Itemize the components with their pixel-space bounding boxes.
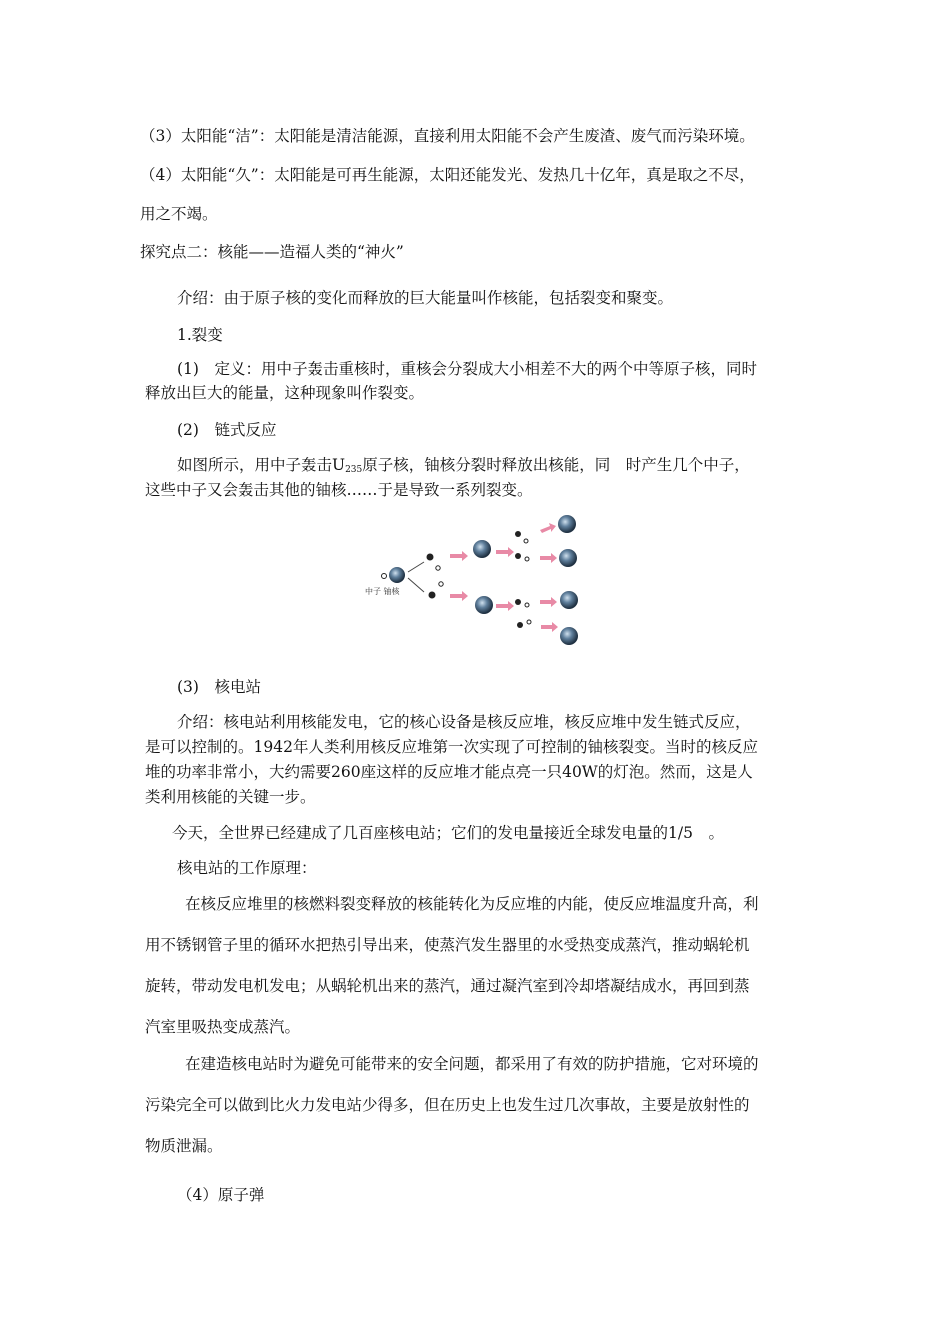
para-chain-reaction-cont: 这些中子又会轰击其他的铀核……于是导致一系列裂变。 xyxy=(145,481,533,499)
chain-reaction-diagram xyxy=(362,512,592,652)
para-plant-intro-cont2: 堆的功率非常小，大约需要260座这样的反应堆才能点亮一只40W的灯泡。然而，这是人 xyxy=(145,763,753,781)
neutron-icon xyxy=(382,574,387,579)
para-principle-cont2: 旋转，带动发电机发电；从蜗轮机出来的蒸汽，通过凝汽室到冷却塔凝结成水，再回到蒸 xyxy=(145,977,750,995)
subheading-fission: 1.裂变 xyxy=(177,326,223,344)
para-principle-cont3: 汽室里吸热变成蒸汽。 xyxy=(145,1018,301,1036)
para-nuclear-intro: 介绍：由于原子核的变化而释放的巨大能量叫作核能，包括裂变和聚变。 xyxy=(177,289,674,307)
para-plant-intro: 介绍：核电站利用核能发电，它的核心设备是核反应堆，核反应堆中发生链式反应， xyxy=(177,713,751,731)
diagram-label: 中子 铀核 xyxy=(365,587,400,596)
para-solar-lasting-cont: 用之不竭。 xyxy=(140,205,218,223)
subheading-plant-principle: 核电站的工作原理： xyxy=(177,859,317,877)
para-solar-lasting: （4）太阳能“久”：太阳能是可再生能源，太阳还能发光、发热几十亿年，真是取之不尽， xyxy=(140,166,755,184)
para-safety-cont1: 污染完全可以做到比火力发电站少得多，但在历史上也发生过几次事故，主要是放射性的 xyxy=(145,1096,750,1114)
para-chain-reaction: 如图所示，用中子轰击$U_{235}$原子核，铀核分裂时释放出核能，同 时产生几个中子， xyxy=(177,456,750,475)
para-plant-intro-cont3: 类利用核能的关键一步。 xyxy=(145,788,316,806)
section-heading-nuclear: 探究点二：核能——造福人类的“神火” xyxy=(140,243,404,261)
subheading-atomic-bomb: （4）原子弹 xyxy=(177,1186,265,1204)
para-principle-cont1: 用不锈钢管子里的循环水把热引导出来，使蒸汽发生器里的水受热变成蒸汽，推动蜗轮机 xyxy=(145,936,750,954)
para-safety: 在建造核电站时为避免可能带来的安全问题，都采用了有效的防护措施，它对环境的 xyxy=(185,1055,759,1073)
subheading-nuclear-plant: (3) 核电站 xyxy=(177,678,261,696)
para-fission-definition-cont: 释放出巨大的能量，这种现象叫作裂变。 xyxy=(145,384,425,402)
uranium-nucleus-icon xyxy=(389,567,405,583)
para-safety-cont2: 物质泄漏。 xyxy=(145,1137,223,1155)
para-plant-intro-cont1: 是可以控制的。1942年人类利用核反应堆第一次实现了可控制的铀核裂变。当时的核反应 xyxy=(145,738,758,756)
para-plants-today: 今天，全世界已经建成了几百座核电站；它们的发电量接近全球发电量的1/5 。 xyxy=(172,824,724,842)
para-fission-definition: (1) 定义：用中子轰击重核时，重核会分裂成大小相差不大的两个中等原子核，同时 xyxy=(177,360,757,378)
para-principle: 在核反应堆里的核燃料裂变释放的核能转化为反应堆的内能，使反应堆温度升高，利 xyxy=(185,895,759,913)
para-solar-clean: （3）太阳能“洁”：太阳能是清洁能源，直接利用太阳能不会产生废渣、废气而污染环境。 xyxy=(140,127,755,145)
subheading-chain-reaction: (2) 链式反应 xyxy=(177,421,277,439)
